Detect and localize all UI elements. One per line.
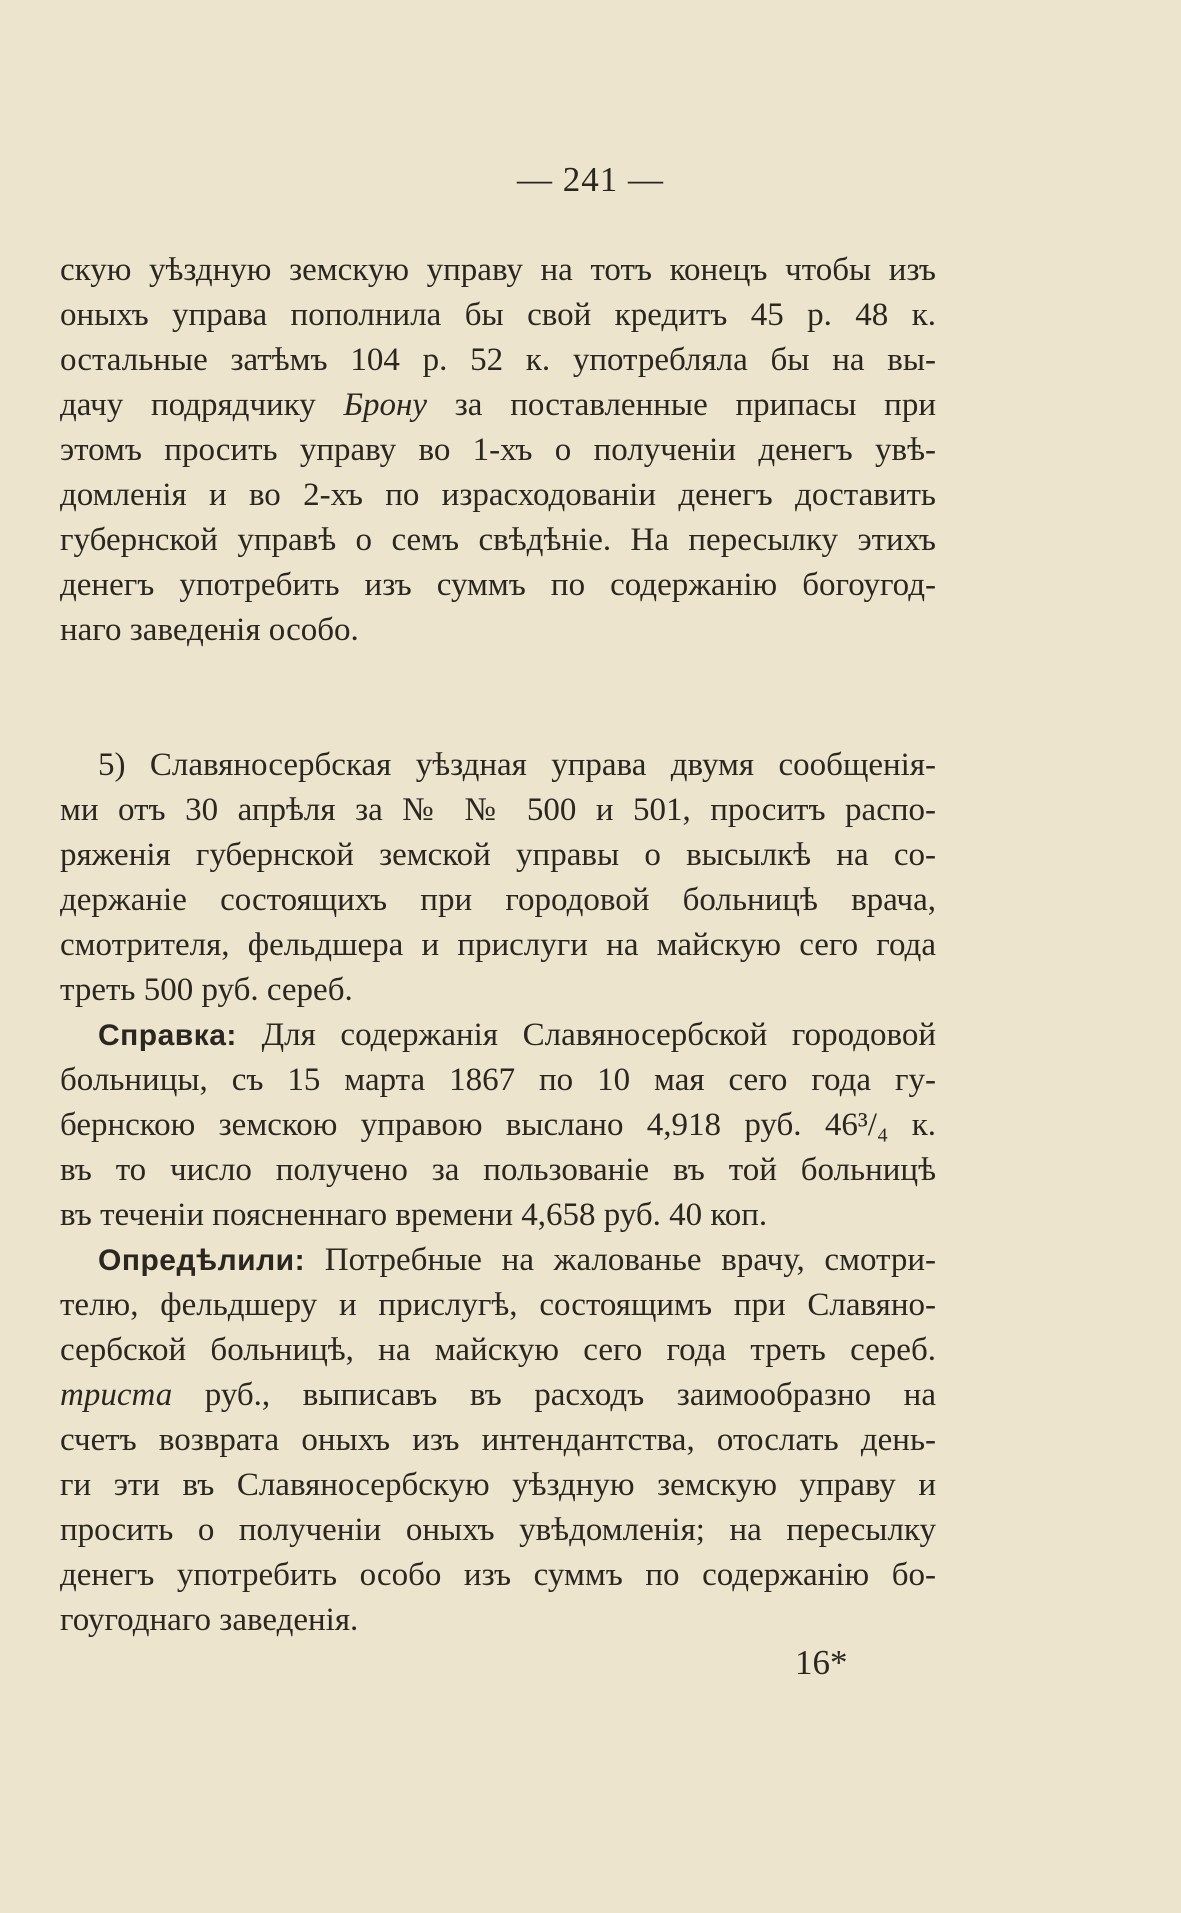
italic-name: Брону [343,387,428,423]
section-heading-spravka: Справка: [98,1019,237,1052]
text-line: телю, фельдшеру и прислугѣ, состоящимъ при Славяно- [60,1287,936,1323]
printer-signature-mark: 16* [795,1643,848,1682]
text-line: этомъ просить управу во 1-хъ о полученіи денегъ увѣ- [60,432,936,468]
page-number: — 241 — [517,160,664,199]
text-line [60,1375,936,1415]
text-line: домленія и во 2-хъ по израсходованіи денегъ доставить [60,477,936,513]
text-line: денегъ употребить особо изъ суммъ по содержанію бо- [60,1557,936,1593]
text-line: ми отъ 30 апрѣля за № № 500 и 501, проситъ распо- [60,792,936,828]
text-line: въ теченіи поясненнаго времени 4,658 руб. 40 коп. [60,1197,768,1233]
text-line [60,385,936,425]
text-line [60,1015,936,1056]
text-line: сербской больницѣ, на майскую сего года треть сереб. [60,1332,936,1368]
text-line [60,1240,936,1281]
text-run: руб., выписавъ въ расходъ заимообразно на [172,1377,936,1413]
text-line: просить о полученіи оныхъ увѣдомленія; на пересылку [60,1512,936,1548]
text-line: ряженія губернской земской управы о высылкѣ на со- [60,837,936,873]
text-line: 5) Славяносербская уѣздная управа двумя сообщенія- [98,747,936,783]
text-line: бернскою земскою управою выслано 4,918 руб. 46³/₄ к. [60,1107,936,1143]
text-run: за поставленные припасы при [427,387,936,423]
text-line: счетъ возврата оныхъ изъ интендантства, отослать день- [60,1422,936,1458]
text-line: оныхъ управа пополнила бы свой кредитъ 45 р. 48 к. [60,297,936,333]
text-line: наго заведенія особо. [60,612,359,648]
text-line: остальные затѣмъ 104 р. 52 к. употребляла бы на вы- [60,342,936,378]
text-line: денегъ употребить изъ суммъ по содержанію богоугод- [60,567,936,603]
text-line: губернской управѣ о семъ свѣдѣніе. На пересылку этихъ [60,522,936,558]
italic-amount: триста [60,1377,173,1413]
text-run: Для содержанія Славяносербской городовой [236,1017,936,1053]
text-line: треть 500 руб. сереб. [60,972,353,1008]
text-line: ги эти въ Славяносербскую уѣздную земскую управу и [60,1467,936,1503]
text-line: гоугоднаго заведенія. [60,1602,359,1638]
text-run: Потребные на жалованье врачу, смотри- [305,1242,936,1278]
text-line: смотрителя, фельдшера и прислуги на майскую сего года [60,927,936,963]
text-run: дачу подрядчику [60,387,344,423]
text-line: скую уѣздную земскую управу на тотъ конецъ чтобы изъ [60,252,936,288]
section-heading-opredelili: Опредѣлили: [98,1244,306,1277]
text-line: держаніе состоящихъ при городовой больницѣ врача, [60,882,936,918]
text-line: больницы, съ 15 марта 1867 по 10 мая сего года гу- [60,1062,936,1098]
text-line: въ то число получено за пользованіе въ той больницѣ [60,1152,936,1188]
